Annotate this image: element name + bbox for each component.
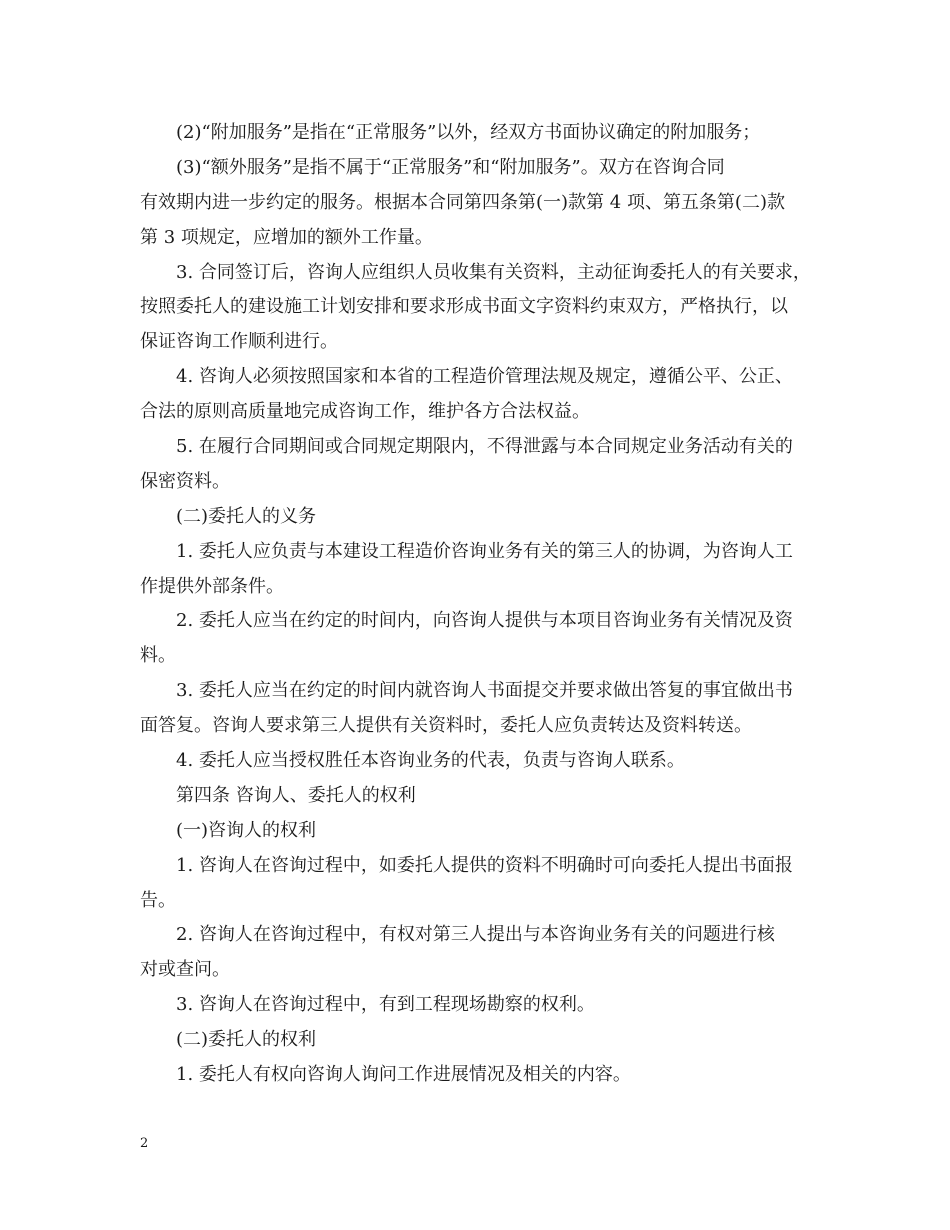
text-line: 有效期内进一步约定的服务。根据本合同第四条第(一)款第 4 项、第五条第(二)款 <box>140 191 785 213</box>
section-heading: (一)咨询人的权利 <box>176 819 317 841</box>
text-line: (2)“附加服务”是指在“正常服务”以外，经双方书面协议确定的附加服务； <box>176 122 761 143</box>
text-line: 作提供外部条件。 <box>140 575 284 597</box>
section-heading: (二)委托人的义务 <box>176 505 317 527</box>
text-line: 告。 <box>140 889 176 911</box>
text-line: 第 3 项规定，应增加的额外工作量。 <box>140 226 433 248</box>
article-heading: 第四条 咨询人、委托人的权利 <box>176 784 416 806</box>
text-line: 合法的原则高质量地完成咨询工作，维护各方合法权益。 <box>140 401 590 423</box>
text-line: 1. 委托人应负责与本建设工程造价咨询业务有关的第三人的协调，为咨询人工 <box>176 540 793 562</box>
document-body <box>140 116 816 1093</box>
text-line: 2. 咨询人在咨询过程中，有权对第三人提出与本咨询业务有关的问题进行核 <box>176 924 775 946</box>
text-line: 5. 在履行合同期间或合同规定期限内，不得泄露与本合同规定业务活动有关的 <box>176 436 793 458</box>
text-line: 1. 委托人有权向咨询人询问工作进展情况及相关的内容。 <box>176 1064 631 1086</box>
text-line: 2. 委托人应当在约定的时间内，向咨询人提供与本项目咨询业务有关情况及资 <box>176 610 793 632</box>
text-line: (3)“额外服务”是指不属于“正常服务”和“附加服务”。双方在咨询合同 <box>176 156 725 178</box>
text-line: 3. 合同签订后，咨询人应组织人员收集有关资料，主动征询委托人的有关要求， <box>176 261 811 283</box>
text-line: 面答复。咨询人要求第三人提供有关资料时，委托人应负责转达及资料转送。 <box>140 715 752 737</box>
text-line: 4. 咨询人必须按照国家和本省的工程造价管理法规及规定，遵循公平、公正、 <box>176 366 793 388</box>
text-line: 1. 咨询人在咨询过程中，如委托人提供的资料不明确时可向委托人提出书面报 <box>176 854 793 876</box>
section-heading: (二)委托人的权利 <box>176 1029 317 1051</box>
text-line: 4. 委托人应当授权胜任本咨询业务的代表，负责与咨询人联系。 <box>176 750 685 772</box>
page-number: 2 <box>140 1136 149 1151</box>
text-line: 按照委托人的建设施工计划安排和要求形成书面文字资料约束双方，严格执行，以 <box>140 296 788 318</box>
text-line: 保证咨询工作顺利进行。 <box>140 331 338 353</box>
text-line: 保密资料。 <box>140 470 230 492</box>
text-line: 3. 咨询人在咨询过程中，有到工程现场勘察的权利。 <box>176 994 595 1016</box>
text-line: 对或查问。 <box>140 959 230 981</box>
text-line: 料。 <box>140 645 176 667</box>
text-line: 3. 委托人应当在约定的时间内就咨询人书面提交并要求做出答复的事宜做出书 <box>176 680 793 702</box>
